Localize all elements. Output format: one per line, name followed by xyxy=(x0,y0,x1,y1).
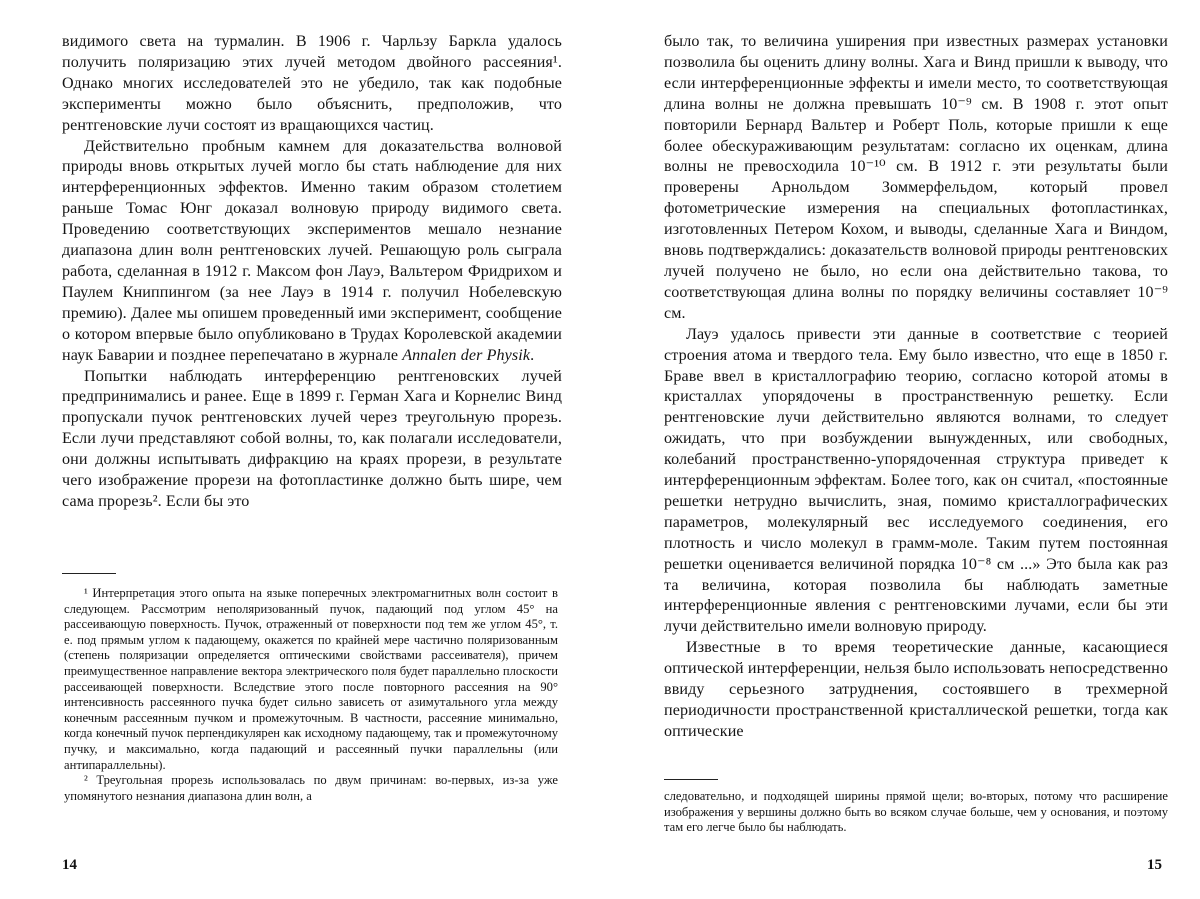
page-number: 15 xyxy=(1147,857,1162,873)
paragraph: Попытки наблюдать интерференцию рентгеновских лучей предпринимались и ранее. Еще в 1899 г. Герман Хага и Корнелис Винд пропускали пучок рентгеновских лучей через треугольную прорезь. Если лучи представляют собой волны, то, как полагали исследователи, они должны испытывать дифракцию на краях прорези, в результате чего изображение прорези на фотопластинке должно быть шире, чем сама прорезь². Если бы это xyxy=(62,367,562,510)
sentence-end: . xyxy=(530,346,535,364)
footnote: следовательно, и подходящей ширины прямой щели; во-вторых, потому что расширение изображения у вершины должно быть во всяком случае больше, чем у основания, и поэтому там его легче было бы наблюдать. xyxy=(664,789,1168,835)
right-footnotes xyxy=(664,789,1168,836)
left-footnotes xyxy=(64,586,558,804)
paragraph: было так, то величина уширения при известных размерах установки позволила бы оценить длину волны. Хага и Винд пришли к выводу, что если интерференционные эффекты и имели место, то соответствующая длина волны не должна превышать 10⁻⁹ см. В 1908 г. этот опыт повторили Бернард Вальтер и Роберт Поль, которые пришли к еще более обескураживающим результатам: согласно их оценкам, длина волны не превосходила 10⁻¹⁰ см. В 1912 г. эти результаты были проверены Арнольдом Зоммерфельдом, который провел фотометрические измерения на специальных фотопластинках, изготовленных Петером Кохом, и выводы, сделанные Хага и Виндом, вновь подтверждались: доказательств волновой природы рентгеновских лучей получено не было, но если она действительно такова, то соответствующая длина волны по порядку величины составляет 10⁻⁹ см. xyxy=(664,33,1168,322)
footnote-divider xyxy=(664,779,718,780)
right-page xyxy=(600,0,1200,899)
journal-name: Annalen der Physik xyxy=(402,346,531,364)
paragraph: Известные в то время теоретические данные, касающиеся оптической интерференции, нельзя было использовать непосредственно ввиду серьезного затруднения, состоявшего в трехмерной периодичности пространственной кристаллической решетки, тогда как оптические xyxy=(664,639,1168,740)
right-body-text xyxy=(664,32,1168,743)
paragraph: Лауэ удалось привести эти данные в соответствие с теорией строения атома и твердого тела. Ему было известно, что еще в 1850 г. Браве ввел в кристаллографию теорию, согласно которой атомы в кристаллах упорядочены в пространственную решетку. Если рентгеновские лучи действительно являются волнами, то следует ожидать, что при возбуждении вынужденных, или свободных, колебаний пространственно-упорядоченная структура приведет к интерференционным эффектам. Более того, как он считал, «постоянные решетки нетрудно вычислить, зная, помимо кристаллографических параметров, молекулярный вес исследуемого соединения, его плотность и число молекул в грамм-моле. Таким путем постоянная решетки оценивается величиной порядка 10⁻⁸ см ...» Это была как раз та величина, которая позволила бы наблюдать заметные интерференционные явления с рентгеновскими лучами, если бы эти лучи действительно имели волновую природу. xyxy=(664,325,1168,636)
paragraph-text: Действительно пробным камнем для доказательства волновой природы вновь открытых лучей могло бы стать наблюдение для них интерференционных эффектов. Именно таким образом столетием раньше Томас Юнг доказал волновую природу видимого света. Проведению соответствующих экспериментов мешало незнание диапазона длин волн рентгеновских лучей. Решающую роль сыграла работа, сделанная в 1912 г. Максом фон Лауэ, Вальтером Фридрихом и Паулем Книппингом (за нее Лауэ в 1914 г. получил Нобелевскую премию). Далее мы опишем проведенный ими эксперимент, сообщение о котором впервые было опубликовано в Трудах Королевской академии наук Баварии и позднее перепечатано в журнале xyxy=(62,137,562,364)
paragraph xyxy=(62,137,562,367)
left-body-text xyxy=(62,32,562,513)
footnote: ² Треугольная прорезь использовалась по двум причинам: во-первых, из-за уже упомянутого незнания диапазона длин волн, а xyxy=(64,773,558,803)
paragraph: видимого света на турмалин. В 1906 г. Чарльзу Баркла удалось получить поляризацию этих лучей методом двойного рассеяния¹. Однако многих исследователей это не убедило, так как подобные эксперименты можно было объяснить, предположив, что рентгеновские лучи состоят из вращающихся частиц. xyxy=(62,33,562,134)
footnote: ¹ Интерпретация этого опыта на языке поперечных электромагнитных волн состоит в следующем. Рассмотрим неполяризованный пучок, падающий под углом 45° на рассеивающую поверхность. Пучок, отраженный от поверхности под тем же углом 45°, т. е. под прямым углом к падающему, окажется по крайней мере частично поляризованным (степень поляризации определяется оптическими свойствами рассеивателя), причем преимущественное направление вектора электрического поля будет параллельно плоскости рассеивающей поверхности. Вследствие этого после повторного рассеяния на 90° интенсивность рассеянного пучка будет сильно зависеть от азимутального угла между конечным рассеянным пучком и промежуточным. В частности, рассеяние минимально, когда конечный пучок перпендикулярен как исходному падающему, так и промежуточному пучку, и максимально, когда падающий и рассеянный пучки параллельны (или антипараллельны). xyxy=(64,586,558,772)
footnote-divider xyxy=(62,573,116,574)
page-number: 14 xyxy=(62,857,77,873)
